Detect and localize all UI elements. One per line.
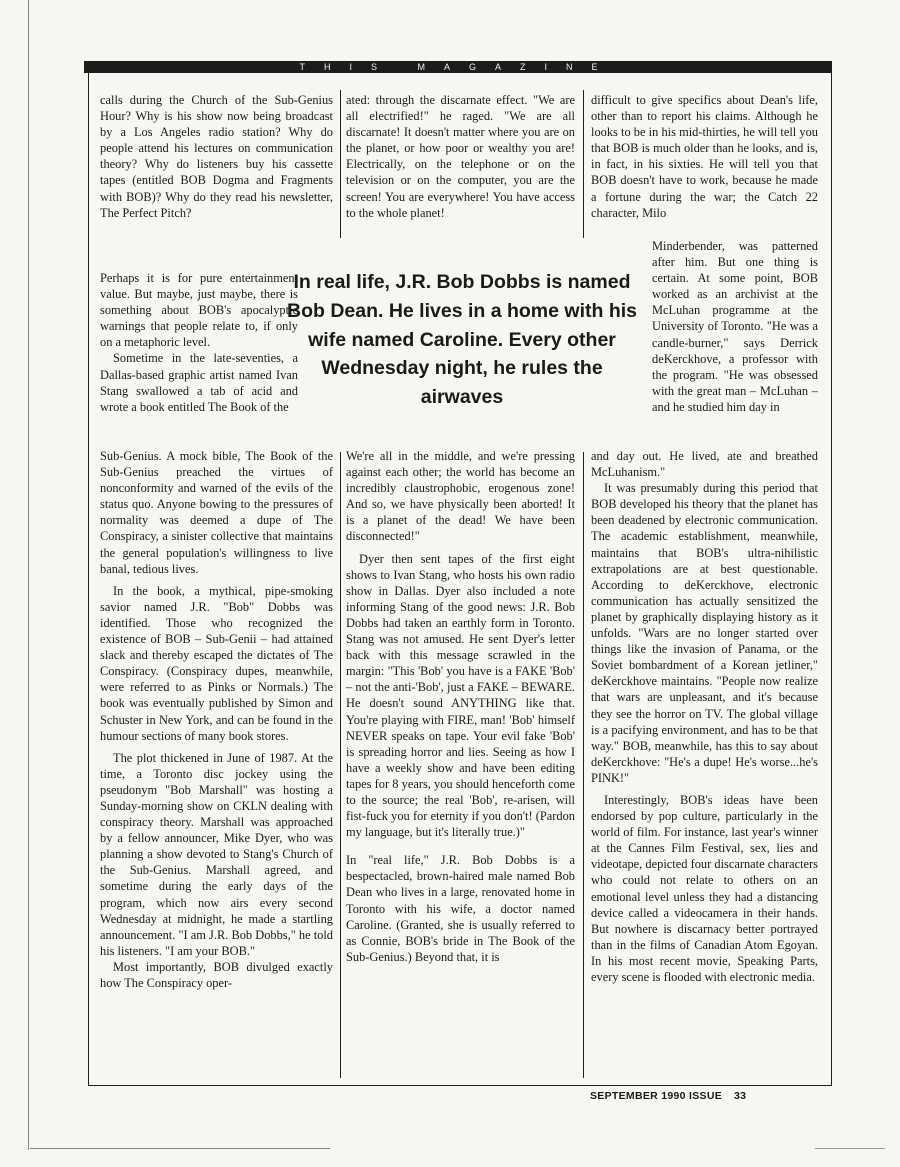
page-edge-left: [28, 0, 29, 1150]
col1-paragraph-2b: Sub-Genius. A mock bible, The Book of the Sub-Genius preached the virtues of nonconformity and warned of the evils of the status quo. Anyone bowing to the pressures of normality was deemed a dupe of The Conspiracy, a sinister collective that maintains the general population's willingness to live banal, tedious lives.: [100, 449, 333, 576]
magazine-header-bar: [84, 61, 832, 73]
col1-paragraph-1a: calls during the Church of the Sub-Genius Hour? Why is his show now being broadcast by a Los Angeles radio station? Why do people attend his lectures on communication theory? Why do listeners buy his cassette tapes (entitled BOB Dogma and Fragments with BOB)? Why do they read his newsletter, The Perfect Pitch?: [100, 93, 333, 220]
column-3-wrap: [652, 238, 818, 415]
column-1-wrap: [100, 270, 298, 415]
page-number: 33: [734, 1090, 747, 1102]
col1-paragraph-4: The plot thickened in June of 1987. At the time, a Toronto disc jockey using the pseudonym "Bob Marshall" was hosting a Sunday-morning show on CKLN dealing with conspiracy theory. Marshall was approached by a fellow announcer, Mike Dyer, who was planning a show devoted to Stang's Church of the Sub-Genius. Marshall agreed, and sometime during the early days of the program, which now airs every second Wednesday at midnight, he made a startling announcement. "I am J.R. Bob Dobbs," he told his listeners. "I am your BOB.": [100, 750, 333, 958]
col1-paragraph-1b: Perhaps it is for pure entertainment value. But maybe, just maybe, there is something about BOB's apocalyptic warnings that people relate to, if only on a metaphoric level.: [100, 271, 298, 350]
column-2-lower: [346, 448, 575, 965]
issue-label: SEPTEMBER 1990 ISSUE: [590, 1090, 723, 1102]
column-3-top: [591, 92, 818, 221]
col2-paragraph-1: We're all in the middle, and we're pressing against each other; the world has become an incredibly claustrophobic, erogenous zone! And so, we have physically been aborted! It is a planet of the dead! We have been disconnected!": [346, 449, 575, 544]
page-edge-bottom-right: [815, 1148, 885, 1149]
column-rule-2-bottom: [583, 452, 584, 1078]
column-rule-2-top: [583, 90, 584, 238]
col3-paragraph-3: Interestingly, BOB's ideas have been endorsed by pop culture, particularly in the world of film. For instance, last year's winner at the Cannes Film Festival, sex, lies and videotape, depicted four discarnate characters who could not relate to others on an emotional level unless they had a distancing device called a videocamera in their hands. But nowhere is discarnacy better portrayed than in the films of Canadian Atom Egoyan. In his most recent movie, Speaking Parts, every scene is flooded with electronic media.: [591, 792, 818, 984]
col3-paragraph-2: It was presumably during this period that BOB developed his theory that the planet has been deadened by electronic communication. The academic establishment, meanwhile, maintains that BOB's ultra-nihilistic extrapolations are at best questionable. According to deKerckhove, electronic communication has actually sensitized the planet by graphically displaying history as it unfolds. "Wars are no longer started over things like the invasion of Panama, or the Soviet bombardment of a Korean jetliner," deKerckhove maintains. "People now realize that wars are unpleasant, and it's because they see the horror on TV. The global village is a pacifying environment, and has to be that way." BOB, meanwhile, has this to say about deKerckhove: "He's a dupe! He's worse...he's PINK!": [591, 481, 818, 785]
bottom-frame-rule: [88, 1085, 832, 1086]
col1-paragraph-2a: Sometime in the late-seventies, a Dallas-based graphic artist named Ivan Stang swallowed a tab of acid and wrote a book entitled The Book of the: [100, 351, 298, 414]
column-3-lower: [591, 448, 818, 985]
page-footer: [590, 1090, 840, 1102]
page-edge-bottom: [30, 1148, 330, 1149]
col3-paragraph-1b: Minderbender, was patterned after him. But one thing is certain. At some point, BOB worked as an archivist at the McLuhan programme at the University of Toronto. "He was a candle-burner," says Derrick deKerckhove, a professor with the program. "He was obsessed with the great man – McLuhan – and he studied him day in: [652, 239, 818, 414]
col2-paragraph-3: In "real life," J.R. Bob Dobbs is a bespectacled, brown-haired male named Bob Dean who lives in a large, renovated home in Toronto with his wife, a doctor named Caroline. (Granted, she is usually referred to as Connie, BOB's bride in The Book of the Sub-Genius.) Beyond that, it is: [346, 853, 575, 964]
magazine-name: THIS MAGAZINE: [299, 62, 617, 72]
col3-paragraph-1a: difficult to give specifics about Dean's life, other than to report his claims. Although he looks to be in his mid-thirties, he will tell you that BOB is much older than he looks, and is, in fact, in his sixties. He will tell you that BOB doesn't have to work, because he made a fortune during the war; the Catch 22 character, Milo: [591, 93, 818, 220]
col2-paragraph-top: ated: through the discarnate effect. "We are all electrified!" he raged. "We are all discarnate! It doesn't matter where you are on the planet, or how poor or wealthy you are! Electrically, on the telephone or on the television or on the computer, you are the screen! You are everywhere! You have access to the whole planet!: [346, 93, 575, 220]
column-rule-1-top: [340, 90, 341, 238]
col1-paragraph-3: In the book, a mythical, pipe-smoking savior named J.R. "Bob" Dobbs was identified. Those who recognized the existence of BOB – Sub-Genii – had attained slack and thereby escaped the dictates of The Conspiracy. (Conspiracy dupes, meanwhile, were referred to as Pinks or Normals.) The book was eventually published by Simon and Schuster in New York, and can be found in the humour sections of many book stores.: [100, 583, 333, 743]
pull-quote: In real life, J.R. Bob Dobbs is named Bob Dean. He lives in a home with his wife named Caroline. Every other Wednesday night, he rules the airwaves: [287, 271, 637, 409]
column-rule-1-bottom: [340, 452, 341, 1078]
column-1: [100, 92, 333, 221]
col1-paragraph-5: Most importantly, BOB divulged exactly how The Conspiracy oper-: [100, 959, 333, 990]
column-2-top: [346, 92, 575, 221]
left-frame-rule: [88, 73, 89, 1086]
right-frame-rule: [831, 73, 832, 1086]
col3-paragraph-1c: and day out. He lived, ate and breathed McLuhanism.": [591, 449, 818, 480]
col2-paragraph-2: Dyer then sent tapes of the first eight shows to Ivan Stang, who hosts his own radio show in Dallas. Dyer also included a note informing Stang of the good news: J.R. Bob Dobbs had taken an earthly form in Toronto. Stang was not amused. He sent Dyer's letter back with this message scrawled in the margin: "This 'Bob' you have is a FAKE 'Bob' – not the anti-'Bob', just a FAKE – BEWARE. He doesn't sound ANYTHING like that. You're playing with FIRE, man! 'Bob' himself NEVER speaks on tape. Your evil fake 'Bob' is spreading horror and lies. Seeing as how I have a weekly show and have been editing tapes for 8 years, you should henceforth come to the source; the real 'Bob', re-arisen, will fist-fuck you for eternity if you don't! (Pardon my language, but it's literally true.)": [346, 551, 575, 840]
column-1-lower: [100, 448, 333, 991]
